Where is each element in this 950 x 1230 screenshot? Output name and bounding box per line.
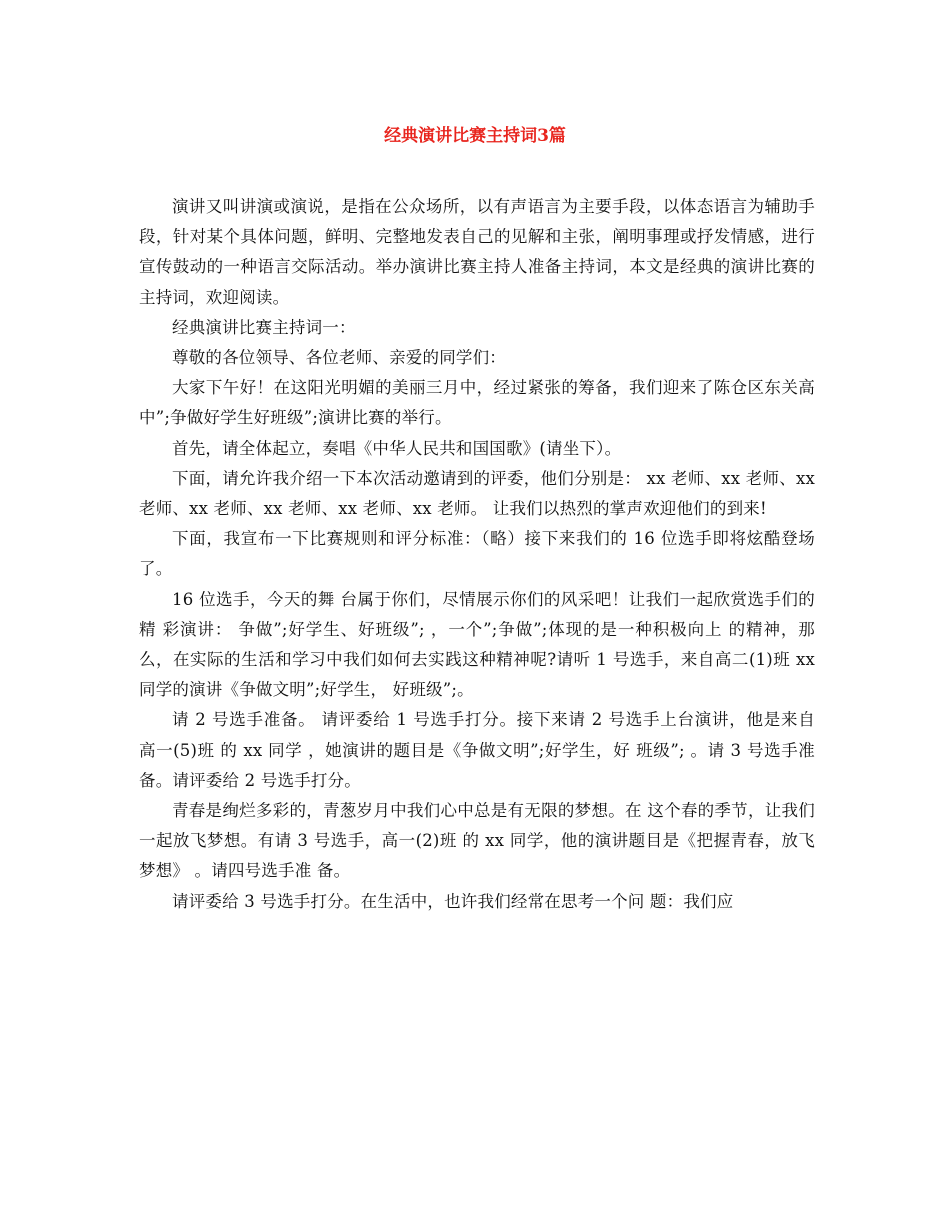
paragraph-anthem: 首先，请全体起立，奏唱《中华人民共和国国歌》(请坐下）。: [172, 438, 622, 458]
paragraph-contestant-1: 16 位选手，今天的舞 台属于你们，尽情展示你们的风采吧！让我们一起欣赏选手们的精 彩演讲： 争做”;好学生、好班级”; ，一个”;争做”;体现的是一种积极向上 的精神，那么，在实际的生活和学习中我们如何去实践这种精神呢?请听 1 号选手，来自高二(1)班 xx 同学的演讲《争做文明”;好学生， 好班级”;。: [139, 589, 815, 700]
paragraph-intro: 演讲又叫讲演或演说，是指在公众场所，以有声语言为主要手段，以体态语言为辅助手段，针对某个具体问题，鲜明、完整地发表自己的见解和主张，阐明事理或抒发情感，进行宣传鼓动的一种语言交际活动。举办演讲比赛主持人准备主持词，本文是经典的演讲比赛的主持词，欢迎阅读。: [139, 197, 815, 307]
paragraph-judges: 下面，请允许我介绍一下本次活动邀请到的评委，他们分别是： xx 老师、xx 老师、xx 老师、xx 老师、xx 老师、xx 老师、xx 老师。 让我们以热烈的掌声欢迎他们的到来!: [139, 468, 815, 519]
paragraph-contestant-3: 青春是绚烂多彩的，青葱岁月中我们心中总是有无限的梦想。在 这个春的季节，让我们一起放飞梦想。有请 3 号选手，高一(2)班 的 xx 同学，他的演讲题目是《把握青春，放飞梦想》 。请四号选手准 备。: [139, 801, 815, 881]
document-body: [139, 192, 815, 917]
paragraph-rules: 下面，我宣布一下比赛规则和评分标准：（略）接下来我们的 16 位选手即将炫酷登场了。: [139, 529, 815, 579]
paragraph-section-heading: 经典演讲比赛主持词一：: [172, 317, 356, 337]
document-title: 经典演讲比赛主持词3篇: [384, 126, 566, 146]
paragraph-contestant-2: 请 2 号选手准备。 请评委给 1 号选手打分。接下来请 2 号选手上台演讲，他是来自 高一(5)班 的 xx 同学 ，她演讲的题目是《争做文明”;好学生，好 班级”; 。请 3 号选手准备。请评委给 2 号选手打分。: [139, 710, 815, 790]
paragraph-salutation: 尊敬的各位领导、各位老师、亲爱的同学们：: [172, 348, 506, 368]
paragraph-greeting: 大家下午好！在这阳光明媚的美丽三月中，经过紧张的筹备，我们迎来了陈仓区东关高中”;争做好学生好班级”;演讲比赛的举行。: [139, 378, 815, 428]
paragraph-scoring-3: 请评委给 3 号选手打分。在生活中，也许我们经常在思考一个问 题：我们应: [172, 891, 734, 911]
